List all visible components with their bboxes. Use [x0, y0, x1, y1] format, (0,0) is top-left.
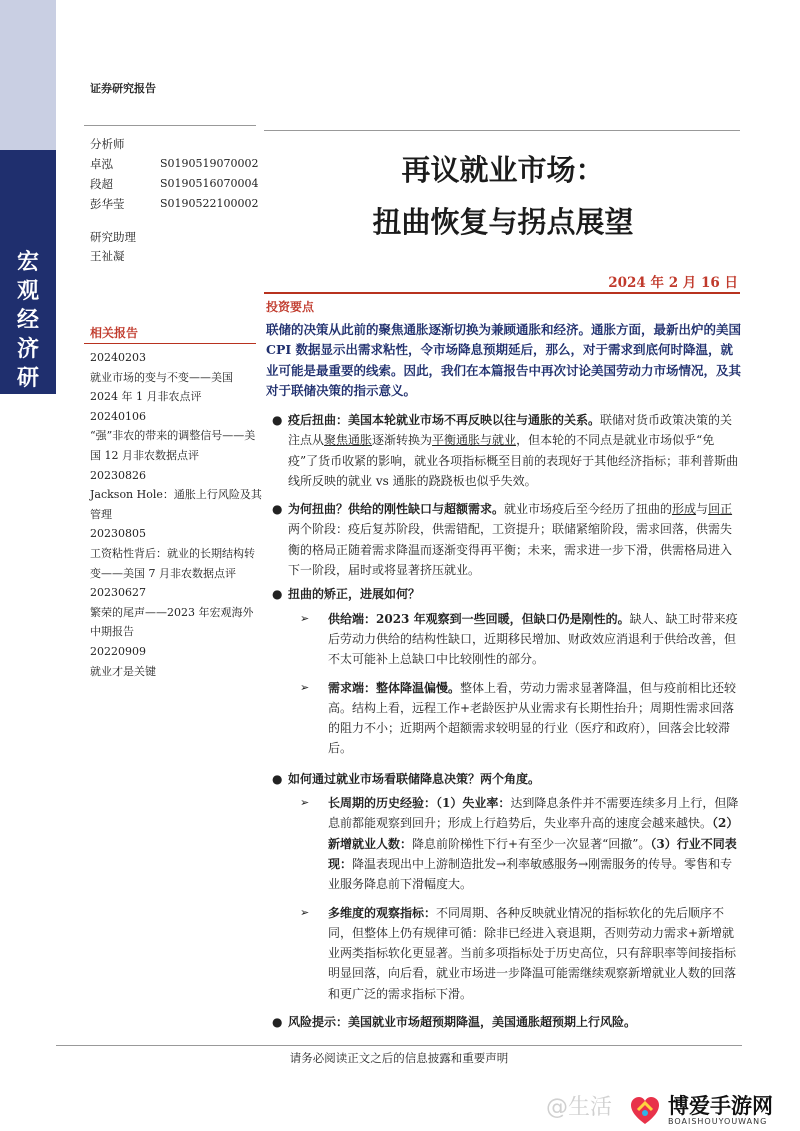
related-report-date: 20220909: [90, 644, 146, 658]
sub-point-text: 不同周期、各种反映就业情况的指标软化的先后顺序不同，但整体上仍有规律可循：除非已经进入衰退期，否则劳动力需求+新增就业两类指标软化更显著。当前多项指标处于历史高位，只有辞职率等间接指标明显回落，向后看，就业市场进一步降温可能需继续观察新增就业人数的回落和更广泛的需求指标下滑。: [328, 905, 737, 1001]
related-report-item[interactable]: [90, 642, 262, 681]
summary-heading: 投资要点: [266, 300, 315, 314]
bullet-icon: ●: [272, 413, 283, 427]
analyst-name: 彭华莹: [90, 197, 125, 211]
key-points: [266, 410, 742, 1032]
related-report-date: 20230826: [90, 468, 146, 482]
related-report-title: Jackson Hole：通胀上行风险及其管理: [90, 488, 262, 521]
point-item: [266, 1012, 742, 1032]
point-item: [266, 410, 742, 491]
summary-body: 联储的决策从此前的聚焦通胀逐渐切换为兼顾通胀和经济。通胀方面，最新出炉的美国 CPI 数据显示出需求粘性，令市场降息预期延后，那么，对于需求到底何时降温，就业可能是最重要的线索。因此，我们在本篇报告中再次讨论美国劳动力市场情况，及其对于联储决策的指示意义。: [266, 322, 742, 398]
related-report-title: 就业才是关键: [90, 664, 156, 678]
report-title-line1: 再议就业市场：: [401, 153, 605, 187]
sub-point-text: 达到降息条件并不需要连续多月上行，但降息前都能观察到回升；形成上行趋势后，失业率升高的速度会越来越快。: [328, 796, 739, 831]
related-report-title: 繁荣的尾声——2023 年宏观海外中期报告: [90, 605, 254, 639]
bullet-icon: ●: [272, 771, 283, 786]
header-divider-left: [84, 125, 256, 126]
related-reports-divider: [84, 343, 256, 344]
bullet-icon: ●: [272, 1015, 283, 1030]
report-date: 2024 年 2 月 16 日: [608, 275, 738, 291]
point-lead: 疫后扭曲：美国本轮就业市场不再反映以往与通胀的关系。: [288, 413, 601, 427]
point-text: 就业市场疫后至今经历了扭曲的: [504, 502, 673, 517]
brand-logo-icon: [628, 1094, 662, 1128]
sub-point-lead: 供给端：2023 年观察到一些回暖，但缺口仍是刚性的。: [328, 611, 630, 626]
point-text: ，但本轮的不同点是就业市场似乎“免疫”了货币收紧的影响，就业各项指标概至目前的表现好于其他经济指标；菲利普斯曲线所反映的就业 vs 通胀的跷跷板也似乎失效。: [288, 433, 739, 488]
report-title-line2: 扭曲恢复与拐点展望: [372, 205, 634, 239]
assistant-name: 王祉凝: [90, 249, 125, 263]
related-report-item[interactable]: [90, 348, 262, 407]
analyst-row: [90, 174, 270, 194]
sub-point-lead: （2）新增就业人数：: [328, 816, 739, 851]
point-underline: 聚焦通胀: [324, 433, 373, 448]
point-lead: 为何扭曲？供给的刚性缺口与超额需求。: [288, 502, 505, 517]
report-type: 证券研究报告: [90, 82, 156, 95]
arrow-bullet-icon: ➢: [300, 905, 310, 919]
point-underline: 平衡通胀与就业: [432, 433, 517, 448]
related-report-title: 就业市场的变与不变——美国 2024 年 1 月非农点评: [90, 370, 233, 404]
sub-point-item: [266, 903, 742, 1004]
assistant-block: [90, 228, 136, 266]
side-band-top: [0, 0, 56, 150]
point-text: 与: [696, 502, 709, 517]
analyst-name: 段超: [90, 177, 113, 191]
related-report-title: “强”非农的带来的调整信号——美国 12 月非农数据点评: [90, 429, 256, 462]
analyst-block: [90, 134, 270, 214]
header-divider: [264, 130, 740, 131]
related-reports-list: [90, 348, 262, 681]
brand-text: [668, 1095, 773, 1126]
sub-point-lead: 长周期的历史经验：（1）失业率：: [328, 796, 511, 811]
point-item: [266, 769, 742, 789]
analyst-code: S0190522100002: [160, 197, 259, 210]
watermark-text: @生活: [546, 1095, 613, 1120]
related-report-date: 20230627: [90, 586, 146, 600]
sub-point-item: [266, 609, 742, 670]
related-report-item[interactable]: [90, 524, 262, 583]
category-label: 宏 观 经 济 研 究: [16, 249, 39, 420]
analyst-row: [90, 194, 270, 214]
point-underline: 回正: [708, 502, 733, 517]
related-report-date: 20230805: [90, 527, 146, 541]
sub-point-text: 降息前阶梯性下行+有至少一次显著“回撤”。: [412, 836, 651, 851]
sub-point-text: 整体上看，劳动力需求显著降温，但与疫前相比还较高。结构上看，远程工作+老龄医护从业需求有长期性抬升；周期性需求回落的阻力不小；近期两个超额需求较明显的行业（医疗和政府），回落会比较滞后。: [328, 680, 737, 756]
arrow-bullet-icon: ➢: [300, 611, 310, 625]
brand-name: 博爱手游网: [668, 1094, 773, 1118]
related-report-item[interactable]: [90, 583, 262, 642]
related-reports-heading: 相关报告: [90, 326, 139, 340]
sub-point-item: [266, 678, 742, 759]
related-report-item[interactable]: [90, 407, 262, 466]
related-report-date: 20240203: [90, 351, 146, 364]
date-divider: [264, 292, 740, 294]
point-item: [266, 499, 742, 580]
arrow-bullet-icon: ➢: [300, 680, 310, 694]
point-text: 逐渐转换为: [372, 433, 433, 448]
point-lead: 如何通过就业市场看联储降息决策？两个角度。: [288, 771, 541, 786]
sub-point-item: [266, 793, 742, 894]
analyst-name: 卓泓: [90, 157, 113, 171]
bullet-icon: ●: [272, 587, 283, 602]
point-underline: 形成: [672, 502, 697, 517]
brand-watermark: [628, 1090, 800, 1131]
brand-subtitle: BOAISHOUYOUWANG: [668, 1117, 768, 1126]
risk-warning: 风险提示：美国就业市场超预期降温，美国通胀超预期上行风险。: [288, 1015, 637, 1030]
point-lead: 扭曲的矫正，进展如何？: [288, 587, 421, 602]
analyst-code: S0190519070002: [160, 157, 259, 170]
bullet-icon: ●: [272, 502, 283, 517]
footer-disclaimer: 请务必阅读正文之后的信息披露和重要声明: [289, 1051, 509, 1065]
point-text: 两个阶段：疫后复苏阶段，供需错配，工资提升；联储紧缩阶段，需求回落，供需失衡的格局正随着需求降温而逐渐变得再平衡；未来，需求进一步下滑，供需格局进入下一阶段，届时或将显著挤压就业。: [288, 522, 733, 578]
arrow-bullet-icon: ➢: [300, 796, 310, 810]
sub-point-text: 缺人、缺工时带来疫后劳动力供给的结构性缺口，近期移民增加、财政效应消退利于供给改善，但不太可能补上总缺口中比较刚性的部分。: [328, 611, 738, 667]
related-report-date: 20240106: [90, 409, 146, 423]
sub-point-lead: 需求端：整体降温偏慢。: [328, 680, 461, 695]
footer-divider: [56, 1045, 742, 1046]
sub-point-lead: （3）行业不同表现：: [328, 836, 737, 871]
analyst-label: 分析师: [90, 137, 125, 151]
point-text: 联储对货币政策决策的关注点从: [288, 413, 733, 448]
related-report-title: 工资粘性背后：就业的长期结构转变——美国 7 月非农数据点评: [90, 546, 255, 580]
related-report-item[interactable]: [90, 466, 262, 525]
point-item: [266, 584, 742, 604]
assistant-label: 研究助理: [90, 230, 136, 244]
analyst-code: S0190516070004: [160, 177, 259, 190]
analyst-row: [90, 154, 270, 174]
sub-point-text: 降温表现出中上游制造批发→利率敏感服务→刚需服务的传导。零售和专业服务降息前下滑幅度大。: [328, 856, 733, 892]
sub-point-lead: 多维度的观察指标：: [328, 905, 437, 920]
